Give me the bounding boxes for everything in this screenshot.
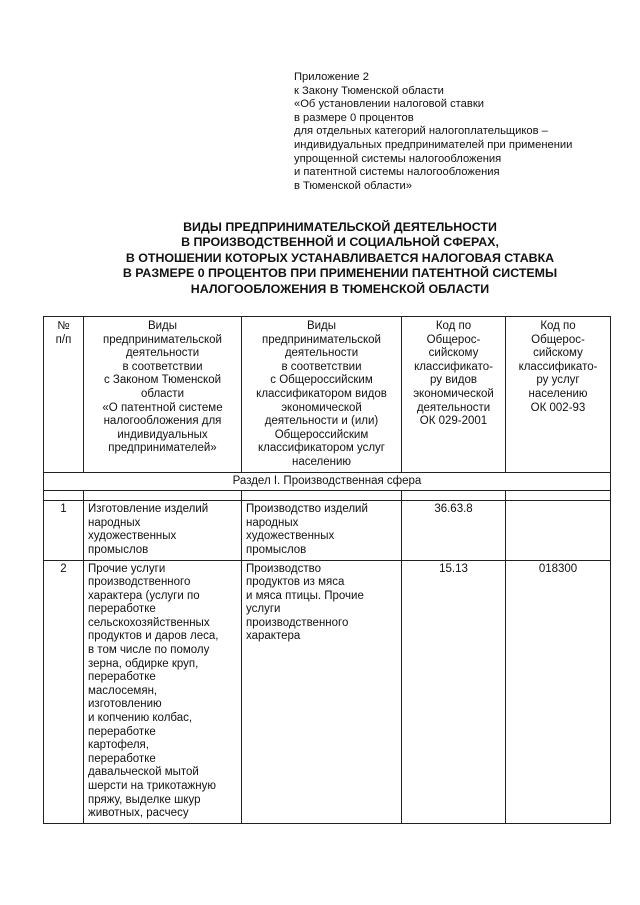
row-okved-code: 36.63.8 <box>402 501 506 560</box>
row-classifier-activity: Производство изделий народных художественных промыслов <box>242 501 402 560</box>
appendix-line: к Закону Тюменской области <box>294 84 444 97</box>
section-title: Раздел I. Производственная сфера <box>44 472 611 491</box>
appendix-line: в Тюменской области» <box>294 179 413 192</box>
table-header-row <box>44 317 611 473</box>
appendix-line: «Об установлении налоговой ставки <box>294 98 484 111</box>
appendix-line: для отдельных категорий налогоплательщиков – <box>294 125 548 138</box>
section-row <box>44 472 611 491</box>
title-line: В ОТНОШЕНИИ КОТОРЫХ УСТАНАВЛИВАЕТСЯ НАЛОГОВАЯ СТАВКА <box>125 250 555 265</box>
document-title <box>60 220 620 297</box>
row-classifier-activity: Производство продуктов из мяса и мяса птицы. Прочие услуги производственного характера <box>242 560 402 823</box>
row-number: 1 <box>44 501 84 560</box>
appendix-line: упрощенной системы налогообложения <box>294 152 502 165</box>
row-activity: Прочие услуги производственного характера (услуги по переработке сельскохозяйственных продуктов и даров леса, в том числе по помолу зерна, обдирке круп, переработке маслосемян, изготовлению и копчению колбас, переработке картофеля, переработке давальческой мытой шерсти на трикотажную пряжу, выделке шкур животных, расчесу <box>84 560 242 823</box>
title-line: НАЛОГООБЛОЖЕНИЯ В ТЮМЕНСКОЙ ОБЛАСТИ <box>190 281 490 296</box>
row-okun-code <box>506 501 611 560</box>
appendix-line: индивидуальных предпринимателей при применении <box>294 138 573 151</box>
appendix-line: и патентной системы налогообложения <box>294 166 500 179</box>
appendix-block <box>294 71 604 193</box>
appendix-line: Приложение 2 <box>294 71 369 83</box>
header-number: № п/п <box>44 317 84 473</box>
row-number: 2 <box>44 560 84 823</box>
activities-table <box>43 316 611 824</box>
title-line: В ПРОИЗВОДСТВЕННОЙ И СОЦИАЛЬНОЙ СФЕРАХ, <box>181 235 499 250</box>
table-row <box>44 501 611 560</box>
spacer-row <box>44 491 611 501</box>
row-okun-code: 018300 <box>506 560 611 823</box>
header-okved-code: Код по Общерос- сийскому классификато- ру видов экономической деятельности ОК 029-2001 <box>402 317 506 473</box>
header-activity-tyumen-law: Виды предпринимательской деятельности в соответствии с Законом Тюменской области «О патентной системе налогообложения для индивидуальных предпринимателей» <box>84 317 242 473</box>
header-activity-classifier: Виды предпринимательской деятельности в соответствии с Общероссийским классификатором видов экономической деятельности и (или) Общероссийским классификатором услуг населению <box>242 317 402 473</box>
row-okved-code: 15.13 <box>402 560 506 823</box>
title-line: ВИДЫ ПРЕДПРИНИМАТЕЛЬСКОЙ ДЕЯТЕЛЬНОСТИ <box>183 220 497 234</box>
appendix-line: в размере 0 процентов <box>294 111 414 124</box>
row-activity: Изготовление изделий народных художественных промыслов <box>84 501 242 560</box>
table-row <box>44 560 611 823</box>
title-line: В РАЗМЕРЕ 0 ПРОЦЕНТОВ ПРИ ПРИМЕНЕНИИ ПАТЕНТНОЙ СИСТЕМЫ <box>122 266 558 281</box>
header-okun-code: Код по Общерос- сийскому классификато- ру услуг населению ОК 002-93 <box>506 317 611 473</box>
